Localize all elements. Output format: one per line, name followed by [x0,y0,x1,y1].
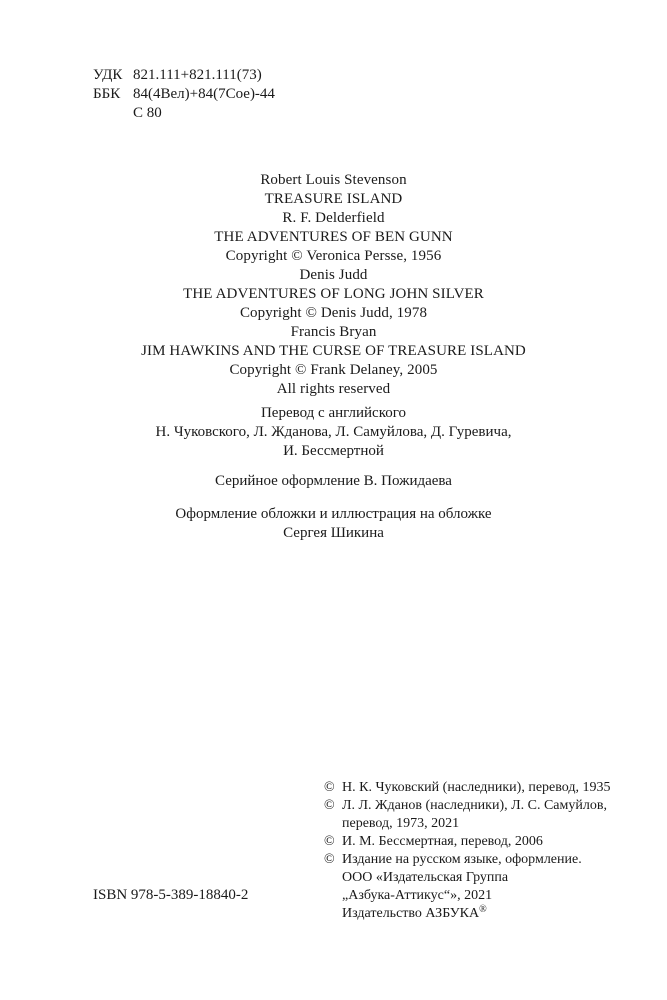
catalog-author-mark [93,104,275,123]
copyright-mark: © [324,780,335,795]
cover-design-line: Оформление обложки и иллюстрация на обложке [175,506,492,522]
credit-line: Robert Louis Stevenson [260,172,407,188]
copyright-mark: © [324,852,335,867]
credit-line: Copyright © Denis Judd, 1978 [239,305,428,321]
copyright-mark: © [324,798,335,813]
credit-line: Copyright © Frank Delaney, 2005 [229,362,438,378]
copyright-notice-text: Издание на русском языке, оформление. [342,852,582,867]
cover-design-credit [0,505,667,543]
series-design-credit [0,472,667,491]
publisher-name: Издательство АЗБУКА [342,906,480,921]
catalog-value: 821.111+821.111(73) [133,67,262,83]
copyright-notice [324,797,654,833]
translation-credits [0,404,667,461]
catalog-udk [93,66,275,85]
publisher-imprint [324,905,654,923]
cover-design-line: Сергея Шикина [283,525,384,541]
catalog-bbk [93,85,275,104]
copyright-mark: © [324,834,335,849]
publisher-group-line: „Азбука-Аттикус“», 2021 [342,888,493,903]
catalog-value: 84(4Вел)+84(7Сое)-44 [133,86,275,102]
copyright-notice [324,779,654,797]
copyright-notices [324,779,654,923]
series-design-line: Серийное оформление В. Пожидаева [215,473,452,489]
catalog-label [93,104,133,123]
credit-line: Copyright © Veronica Persse, 1956 [225,248,442,264]
publisher-group-line: ООО «Издательская Группа [342,870,509,885]
catalog-codes [93,66,275,123]
credit-line: JIM HAWKINS AND THE CURSE OF TREASURE ISLAND [141,343,526,359]
credit-line: R. F. Delderfield [282,210,385,226]
credit-line: TREASURE ISLAND [264,191,403,207]
copyright-notice-text: перевод, 1973, 2021 [342,816,460,831]
credit-line: Francis Bryan [290,324,377,340]
copyright-notice [324,851,654,869]
catalog-label: УДК [93,67,123,83]
catalog-label: ББК [93,86,121,102]
copyright-notice-text: И. М. Бессмертная, перевод, 2006 [342,834,543,849]
original-credits [0,171,667,399]
translation-line: Н. Чуковского, Л. Жданова, Л. Самуйлова, Д. Гуревича, [155,424,512,440]
translation-line: И. Бессмертной [283,443,384,459]
copyright-notice [324,833,654,851]
copyright-notice-text: Н. К. Чуковский (наследники), перевод, 1935 [342,780,611,795]
registered-mark: ® [479,904,487,915]
catalog-value: С 80 [133,105,162,121]
isbn: ISBN 978-5-389-18840-2 [93,887,249,903]
credit-line: Denis Judd [299,267,368,283]
copyright-notice-text: Л. Л. Жданов (наследники), Л. С. Самуйлов, [342,798,607,813]
credit-line: THE ADVENTURES OF LONG JOHN SILVER [183,286,484,302]
credit-line: All rights reserved [276,381,391,397]
credit-line: THE ADVENTURES OF BEN GUNN [214,229,453,245]
translation-line: Перевод с английского [260,405,407,421]
